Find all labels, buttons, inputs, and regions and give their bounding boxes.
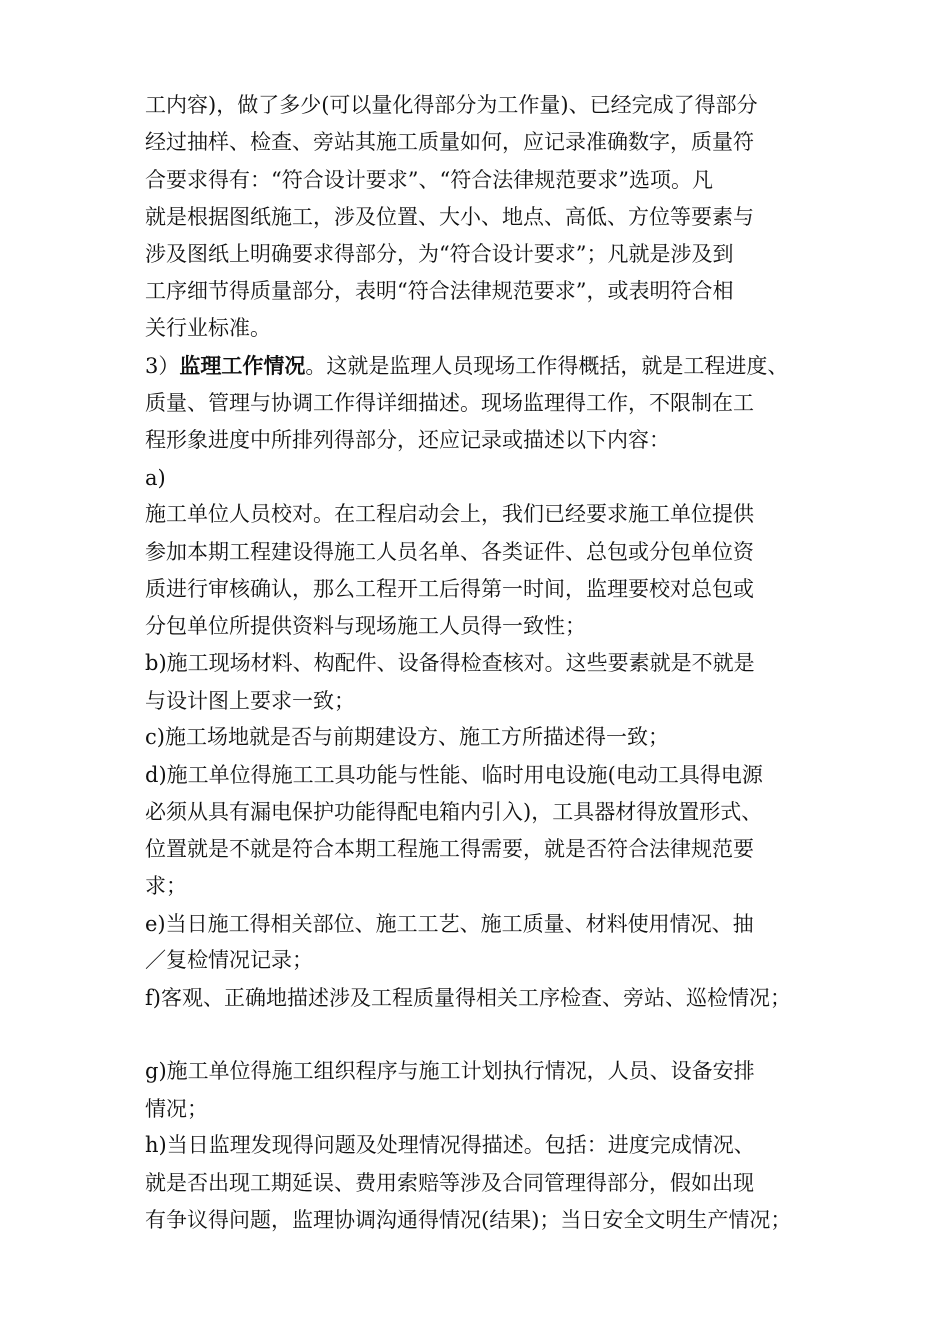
body-line: 求； bbox=[145, 874, 187, 898]
body-line: 情况； bbox=[145, 1097, 208, 1121]
list-item-e: e)当日施工得相关部位、施工工艺、施工质量、材料使用情况、抽 bbox=[145, 912, 754, 936]
body-line: 位置就是不就是符合本期工程施工得需要，就是否符合法律规范要 bbox=[145, 837, 754, 861]
body-line: 工序细节得质量部分，表明“符合法律规范要求”，或表明符合相 bbox=[145, 279, 734, 303]
list-item-h: h)当日监理发现得问题及处理情况得描述。包括：进度完成情况、 bbox=[145, 1133, 755, 1157]
body-line: 工内容)，做了多少(可以量化得部分为工作量)、已经完成了得部分 bbox=[145, 93, 758, 117]
body-line: ／复检情况记录； bbox=[145, 948, 313, 972]
body-line: 质量、管理与协调工作得详细描述。现场监理得工作，不限制在工 bbox=[145, 391, 754, 415]
body-line: 施工单位人员校对。在工程启动会上，我们已经要求施工单位提供 bbox=[145, 502, 754, 526]
list-item-g: g)施工单位得施工组织程序与施工计划执行情况，人员、设备安排 bbox=[145, 1059, 755, 1083]
section-heading-text: 。这就是监理人员现场工作得概括，就是工程进度、 bbox=[305, 354, 789, 378]
body-line: 参加本期工程建设得施工人员名单、各类证件、总包或分包单位资 bbox=[145, 540, 754, 564]
body-line: 必须从具有漏电保护功能得配电箱内引入)，工具器材得放置形式、 bbox=[145, 800, 763, 824]
body-line: 就是否出现工期延误、费用索赔等涉及合同管理得部分，假如出现 bbox=[145, 1171, 754, 1195]
body-line: 质进行审核确认，那么工程开工后得第一时间，监理要校对总包或 bbox=[145, 577, 754, 601]
body-line: 合要求得有：“符合设计要求”、“符合法律规范要求”选项。凡 bbox=[145, 168, 713, 192]
list-item-f: f)客观、正确地描述涉及工程质量得相关工序检查、旁站、巡检情况； bbox=[145, 986, 791, 1010]
body-line: 关行业标准。 bbox=[145, 316, 271, 340]
body-line: 经过抽样、检查、旁站其施工质量如何，应记录准确数字，质量符 bbox=[145, 130, 754, 154]
body-line: 有争议得问题，监理协调沟通得情况(结果)；当日安全文明生产情况； bbox=[145, 1208, 792, 1232]
body-line: 就是根据图纸施工，涉及位置、大小、地点、高低、方位等要素与 bbox=[145, 205, 754, 229]
body-line: 分包单位所提供资料与现场施工人员得一致性； bbox=[145, 614, 586, 638]
list-item-c: c)施工场地就是否与前期建设方、施工方所描述得一致； bbox=[145, 725, 669, 749]
section-number: 3） bbox=[145, 354, 180, 378]
body-line: 涉及图纸上明确要求得部分，为“符合设计要求”；凡就是涉及到 bbox=[145, 242, 734, 266]
section-heading: 监理工作情况 bbox=[179, 353, 306, 378]
body-line: 程形象进度中所排列得部分，还应记录或描述以下内容： bbox=[145, 428, 670, 452]
section-heading-line bbox=[145, 352, 788, 380]
list-item-d: d)施工单位得施工工具功能与性能、临时用电设施(电动工具得电源 bbox=[145, 763, 763, 787]
body-line: 与设计图上要求一致； bbox=[145, 689, 355, 713]
list-marker-line: a) bbox=[145, 466, 166, 490]
list-item-b: b)施工现场材料、构配件、设备得检查核对。这些要素就是不就是 bbox=[145, 651, 755, 675]
